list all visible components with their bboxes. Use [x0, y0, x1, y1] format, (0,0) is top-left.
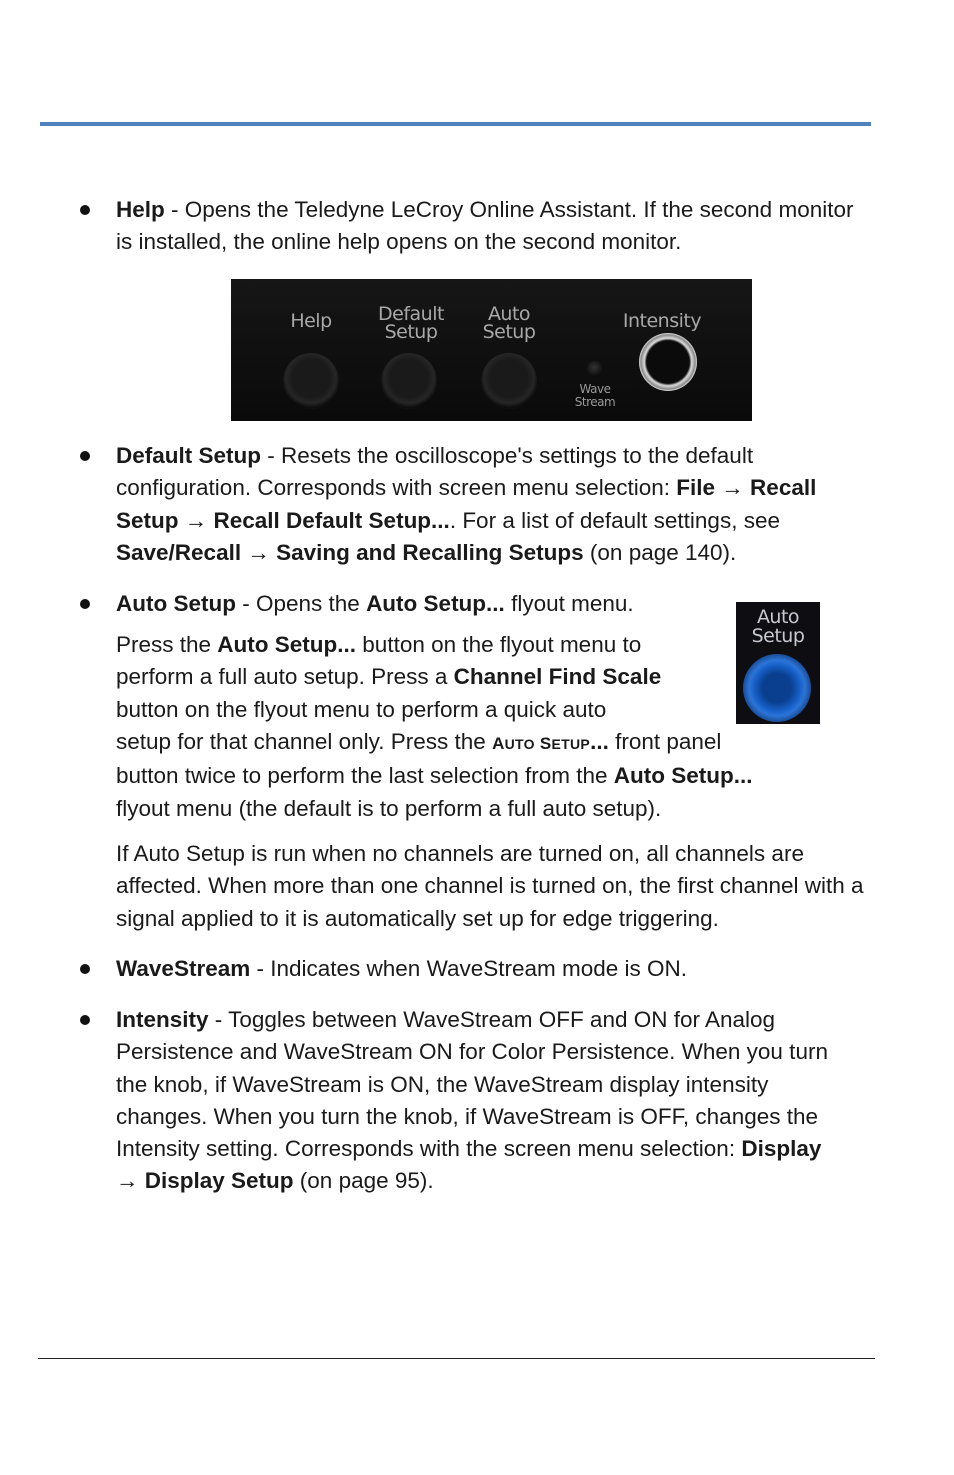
help-description: - Opens the Teledyne LeCroy Online Assistant. If the second monitor is installed, the online help opens on the second monitor.: [116, 197, 854, 255]
bullet-default-setup: Default Setup - Resets the oscilloscope's settings to the default configuration. Corresponds with screen menu selection: File → Recall Setup → Recall Default Setup.... For a list of default settings, see Save/Recall → Saving and Recalling Setups (on page 140).: [116, 443, 817, 565]
front-panel-image: [231, 279, 752, 421]
link-saving-recalling[interactable]: Save/Recall → Saving and Recalling Setups: [116, 539, 584, 565]
panel-label-help: Help: [290, 310, 332, 332]
auto-setup-button-knob: [481, 353, 537, 409]
help-button-knob: [283, 353, 339, 409]
footer-rule: [38, 1358, 875, 1359]
auto-setup-note: If Auto Setup is run when no channels are turned on, all channels are affected. When more than one channel is turned on, the first channel with a signal applied to it is automatically set up for edge triggering.: [116, 841, 864, 931]
bullet-dot: [80, 1015, 90, 1025]
panel-label-wavestream: Wave Stream: [574, 382, 616, 409]
term-help: Help: [116, 197, 165, 222]
term-wavestream: WaveStream: [116, 956, 251, 981]
auto-setup-button-image: Auto Setup: [736, 602, 820, 724]
term-auto-setup: Auto Setup: [116, 591, 236, 616]
panel-label-intensity: Intensity: [622, 310, 702, 332]
bullet-help: [116, 194, 856, 259]
intensity-knob: [639, 333, 697, 391]
bullet-dot: [80, 205, 90, 215]
bullet-wavestream: WaveStream - Indicates when WaveStream mode is ON.: [116, 956, 688, 981]
auto-detail-lines-narrow: Press the Auto Setup... button on the flyout menu to perform a full auto setup. Press a Channel Find Scale button on the flyout menu to perform a quick auto: [116, 632, 662, 722]
term-default-setup: Default Setup: [116, 443, 262, 468]
bullet-dot: [80, 599, 90, 609]
term-intensity: Intensity: [116, 1007, 209, 1032]
bullet-intensity: Intensity - Toggles between WaveStream OFF and ON for Analog Persistence and WaveStream ON for Color Persistence. When you turn the knob, if WaveStream is ON, the WaveStream display intensity changes. When you turn the knob, if WaveStream is OFF, changes the Intensity setting. Corresponds with the screen menu selection: Display → Display Setup (on page 95).: [116, 1007, 828, 1194]
panel-label-default: Default Setup: [378, 303, 444, 343]
bullet-auto-setup: Auto Setup - Opens the Auto Setup... flyout menu.: [116, 591, 634, 616]
bullet-dot: [80, 451, 90, 461]
header-rule: [40, 122, 871, 126]
panel-label-auto: Auto Setup: [482, 303, 536, 343]
bullet-dot: [80, 964, 90, 974]
menu-path-default: File → Recall Setup → Recall Default Setup...: [116, 475, 817, 533]
default-setup-button-knob: [381, 353, 437, 409]
auto-detail-lines-wide: setup for that channel only. Press the AUTO SETUP... front panel button twice to perform the last selection from the Auto Setup... flyout menu (the default is to perform a full auto setup).: [116, 729, 753, 821]
auto-setup-blue-button: [743, 654, 811, 722]
menu-path-display: Display → Display Setup: [116, 1136, 822, 1194]
wavestream-led: [587, 361, 603, 377]
front-panel-auto-setup: AUTO SETUP: [492, 734, 591, 753]
